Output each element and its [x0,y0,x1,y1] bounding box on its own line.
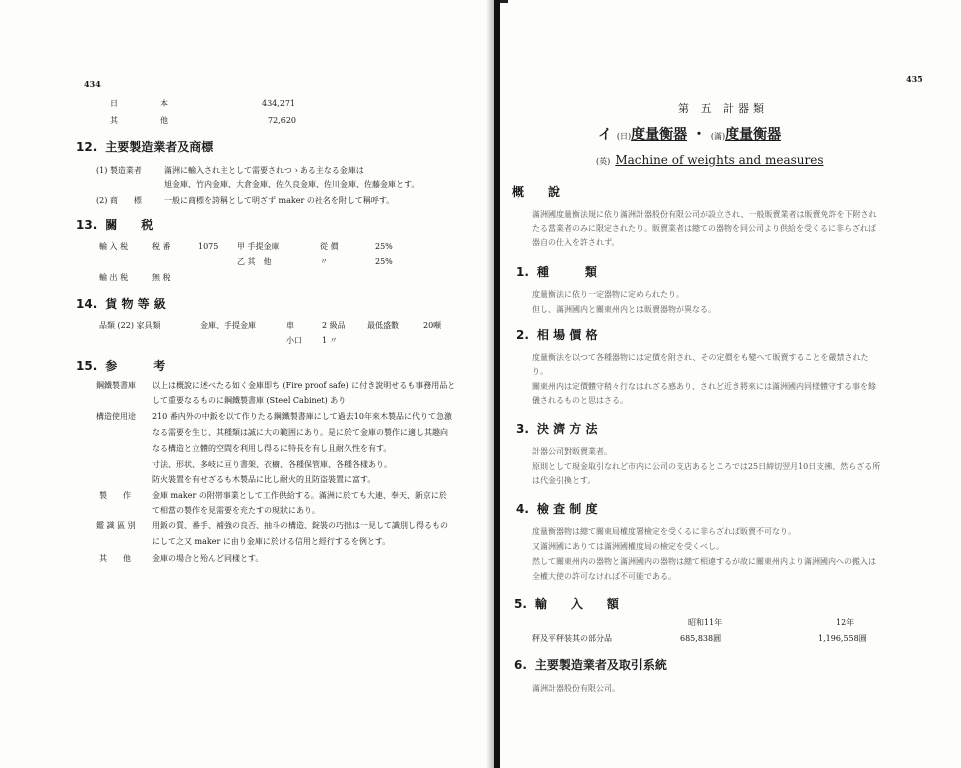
section-number: 6. [514,658,527,672]
s6-line: 滿洲計器股份有限公司。 [532,684,620,693]
title-main: 度量衡器 [725,127,782,143]
s4-line: 然して關東州内の器物と滿洲國内の器物は總て相違するが故に關東州内より滿洲國内への搬入は [532,557,876,566]
s15-label: 鋼鐵製書庫 [96,381,136,390]
s15-text: 金庫 maker の附帯事業として工作供給する。滿洲に於ても大連、奉天、新京に於 [152,491,447,500]
s5-value: 685,838圓 [680,634,722,643]
s15-text: 寸法、形状、多岐に亘り書架、衣櫥、各種保管庫、各種各樣あり。 [152,460,392,469]
english-paren: (英) [596,157,611,166]
page-number-left: 434 [84,79,101,89]
section-number: 15. [76,359,98,373]
section-number: 12. [76,140,98,154]
row-value: 72,620 [268,116,296,125]
s4-line: 度量衡器物は總て關東局權度署檢定を受くるに非らざれば販賣不可なり。 [532,527,796,536]
s15-label: 製 作 [99,491,131,500]
s12-label: (1) 製造業者 [96,166,142,175]
row-label: 他 [160,116,168,125]
s4-line: 又滿洲國にありては滿洲國權度局の檢定を受くべし。 [532,542,724,551]
row-label: 日 [110,99,118,108]
section-title: 種 類 [536,265,597,279]
s15-text: なる構造と立體的空間を利用し得るに特長を有し且耐久性を有す。 [152,444,392,453]
s3-line: 原則として現金取引なれど市内に公司の支店あるところでは25日締切翌月10日支拂、然らざる所 [532,462,881,471]
s15-text: なる需要を生じ、其種類は誠に大の範囲にあり。是に於て金庫の製作に適し其趣向 [152,428,448,437]
section-number: 1. [516,265,529,279]
s5-header: 12年 [836,618,855,627]
s15-label: 其 他 [99,554,131,563]
s12-label: (2) 商 標 [96,196,142,205]
gaisetsu-heading: 概 說 [512,185,561,199]
title-paren: (滿) [710,132,726,141]
s15-text: 210 番内外の中鈑を以て作りたる鋼鐵製書庫にして過去10年來木製品に代りて急激 [152,412,452,421]
english-text: Machine of weights and measures [615,153,824,167]
section-title: 輸 入 額 [534,597,619,611]
s5-value: 1,196,558圓 [818,634,867,643]
title-main: 度量衡器 [631,127,688,143]
s1-line: 但し、滿洲國内と關東州内とは販賣器物が異なる。 [532,305,716,314]
s13-cell: 1075 [198,242,219,251]
section-title: 貨 物 等 級 [105,297,166,311]
s14-cell: 品類 (22) 家具類 [99,321,161,330]
s12-text: 旭金庫、竹内金庫、大倉金庫、佐久良金庫、佐川金庫、佐藤金庫とす。 [164,180,420,189]
s12-text: 滿洲に輸入され主として需要されつゝある主なる金庫は [164,166,364,175]
section-number: 13. [76,218,98,232]
title-mark: イ [598,127,612,143]
right-page [500,0,961,768]
section-1-heading [516,263,597,280]
s14-cell: 20噸 [423,321,442,330]
s14-cell: 1 〃 [322,336,338,345]
section-15-heading [76,357,165,374]
s2-line: り。 [532,367,548,376]
corner-mark [500,0,508,3]
section-title: 主要製造業者及取引系統 [534,658,667,672]
section-12-heading [76,138,213,155]
section-2-heading [516,326,597,343]
chapter-title: 第 五 計器類 [678,102,768,115]
section-number: 5. [514,597,527,611]
s2-line: 關東州内は定價體守稍々行なはれざる感あり、されど近き將來には滿洲國内同様體守する事を餘 [532,382,876,391]
s15-text: にして之又 maker に由り金庫に於ける信用と經行するを例とす。 [152,537,391,546]
s12-text: 一般に商標を誇稱として明ざず maker の社名を附して稱呼す。 [164,196,395,205]
s14-cell: 小口 [286,336,302,345]
s13-cell: 25% [375,242,393,251]
title-dot: ・ [692,127,706,143]
s13-cell: 甲 手提金庫 [237,242,280,251]
section-number: 2. [516,328,529,342]
s15-label: 鑑 識 區 別 [96,521,136,530]
s13-cell: 税 番 [152,242,171,251]
s5-label: 秤及平秤装其の部分品 [532,634,612,643]
s5-header: 昭和11年 [688,618,723,627]
s2-line: 儀されるものと思はさる。 [532,396,628,405]
section-number: 14. [76,297,98,311]
section-title: 相 場 價 格 [536,328,598,342]
section-title: 檢 査 制 度 [536,502,598,516]
title-paren: (日) [616,132,632,141]
s15-text: 防火裝置を有せざるも木製品に比し耐火的且防盗裝置に富す。 [152,475,376,484]
s13-cell: 輸 出 税 [99,273,129,282]
section-5-heading [514,595,619,612]
s2-line: 度量衡法を以つて各種器物には定價を附され、その定價をも變へて販賣することを嚴禁された [532,353,869,362]
section-6-heading [514,656,667,673]
english-title [596,149,824,168]
s15-text: 以上は概說に述べたる如く金庫即ち (Fire proof safe) に付き說明せるも事務用品と [152,381,456,390]
s14-cell: 最低盛數 [367,321,399,330]
row-label: 本 [160,99,168,108]
row-value: 434,271 [262,99,296,108]
s15-text: 金庫の場合と殆んど同樣とす。 [152,554,264,563]
s3-line: は代金引換とす。 [532,476,596,485]
gutter-shadow [486,0,494,768]
section-main-title [598,124,781,144]
s1-line: 度量衡法に依り一定器物に定められたり。 [532,290,684,299]
section-title: 關 税 [105,218,154,232]
section-3-heading [516,420,597,437]
gaisetsu-line: たる當業者のみに限定されたり。販賣業者は總ての器物を同公司より供給を受くるに非らざれば [532,224,876,233]
s15-text: 用鈑の質、番手、補強の良否、抽斗の構造、錠裝の巧拙は一見して識別し得るもの [152,521,448,530]
s14-cell: 車 [286,321,294,330]
s15-text: て相當の製作を見需要を充たすの現狀にあり。 [152,506,320,515]
section-14-heading [76,295,166,312]
section-title: 参 考 [105,359,166,373]
gaisetsu-line: 滿洲國度量衡法規に依り滿洲計器股份有限公司が設立され、一般販賣業者は販賣免許を下附され [532,210,877,219]
section-number: 4. [516,502,529,516]
section-4-heading [516,500,597,517]
s13-cell: 從 價 [320,242,339,251]
section-13-heading [76,216,153,233]
s13-cell: 輸 入 税 [99,242,129,251]
s13-cell: 無 税 [152,273,171,282]
s14-cell: 2 級品 [322,321,346,330]
s3-line: 計器公司對販賣業者。 [532,447,612,456]
s13-cell: 乙 其 他 [237,257,272,266]
s15-text: して重要なるものに鋼鐵製書庫 (Steel Cabinet) あり [152,396,347,405]
section-title: 決 濟 方 法 [536,422,598,436]
section-title: 主要製造業者及商標 [105,140,214,154]
s14-cell: 金庫、手提金庫 [200,321,256,330]
s13-cell: 〃 [320,257,328,266]
s15-label: 構造使用途 [96,412,136,421]
s4-line: 全權大使の許可なければ不可能である。 [532,572,676,581]
page-number-right: 435 [906,74,923,84]
s13-cell: 25% [375,257,393,266]
gaisetsu-line: 器自の仕入を許されず。 [532,238,620,247]
section-number: 3. [516,422,529,436]
row-label: 其 [110,116,118,125]
